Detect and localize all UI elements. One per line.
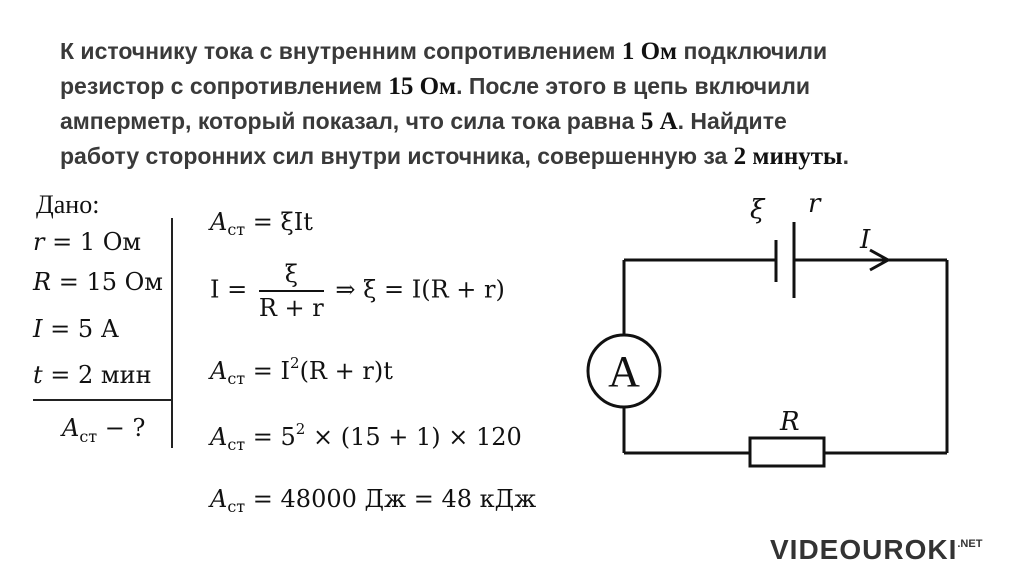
given-divider-horizontal <box>33 399 173 401</box>
given-divider-vertical <box>171 218 173 448</box>
internal-resistance-label: r <box>808 189 821 219</box>
formula-answer: $A_{ст} = 48000$ Дж = 48 кДж <box>210 485 537 516</box>
resistor-label: R <box>780 407 800 437</box>
time-value: 2 минуты <box>733 143 843 170</box>
given-t: t = 2 мин <box>33 361 152 389</box>
circuit-diagram <box>570 180 990 490</box>
ammeter-label: A <box>608 347 640 396</box>
given-title: Дано: <box>36 190 100 219</box>
formula-numeric: $A_{ст} = 5^2 \times (15 + 1) \times 120$ <box>210 420 522 454</box>
current-value: 5 А <box>640 108 678 135</box>
resistor-icon <box>750 438 824 466</box>
given-R: R = 15 Ом <box>33 268 163 296</box>
problem-statement <box>60 34 960 174</box>
formula-work: $A_{ст} = \xi It$ <box>210 208 313 239</box>
current-label: I <box>860 225 871 255</box>
internal-resistance-value: 1 Ом <box>621 38 678 65</box>
find-line: $A_{ст}$ − ? <box>62 414 146 446</box>
videouroki-logo: $VIDEOUROKI^{.NET}$ <box>770 534 983 565</box>
resistor-value: 15 Ом <box>388 73 457 100</box>
formula-ohm: I = $\frac{\xi}{R + r}$ ⇒ ξ = I(R + r) <box>210 260 505 322</box>
formula-substituted: $A_{ст} = I^2(R + r)t$ <box>210 354 393 388</box>
given-I: I = 5 А <box>33 315 119 343</box>
problem-line-4: работу сторонних сил внутри источника, совершенную за 2 минуты. <box>60 143 849 170</box>
problem-line-3: амперметр, который показал, что сила тока равна 5 А. Найдите <box>60 108 787 135</box>
given-r: r = 1 Ом <box>33 228 142 256</box>
problem-line-2: резистор с сопротивлением 15 Ом. После этого в цепь включили <box>60 73 810 100</box>
emf-label: ξ <box>750 195 765 225</box>
fraction: $\frac{\xi}{R + r}$ <box>258 260 324 322</box>
problem-line-1: К источнику тока с внутренним сопротивлением 1 Ом подключили <box>60 38 828 65</box>
